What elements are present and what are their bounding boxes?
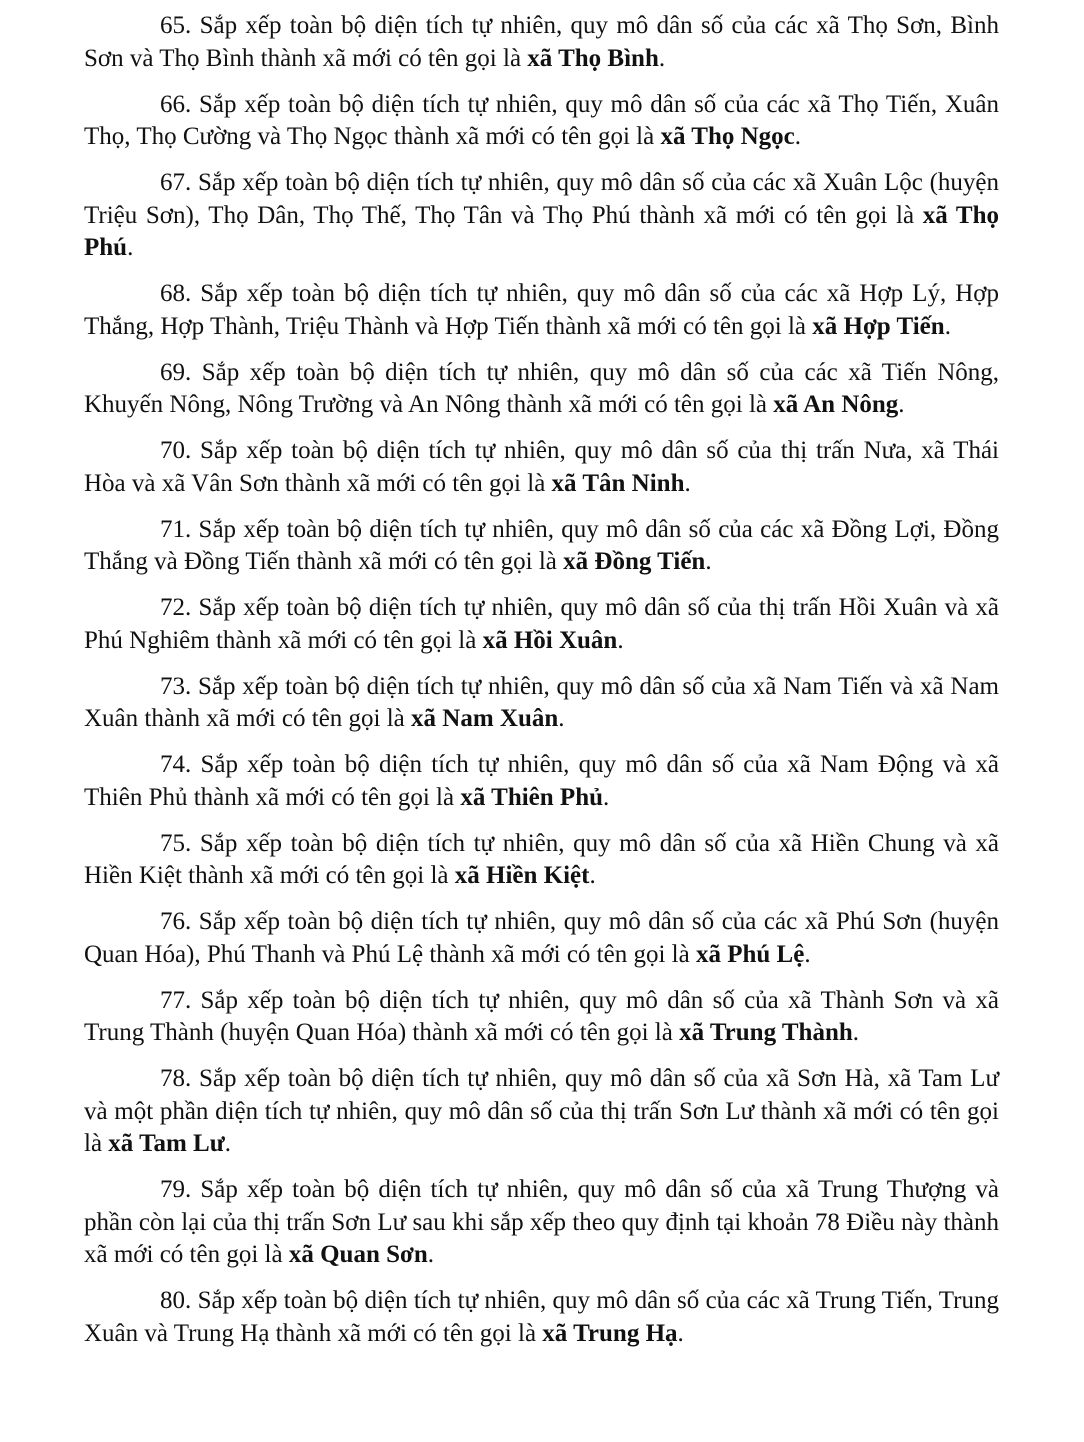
paragraph-75: 75. Sắp xếp toàn bộ diện tích tự nhiên, quy mô dân số của xã Hiền Chung và xã Hiền Kiệt thành xã mới có tên gọi là xã Hiền Kiệt. <box>84 829 999 889</box>
paragraph-80: 80. Sắp xếp toàn bộ diện tích tự nhiên, quy mô dân số của các xã Trung Tiến, Trung Xuân và Trung Hạ thành xã mới có tên gọi là xã Trung Hạ. <box>84 1287 999 1347</box>
paragraph-text: 72. Sắp xếp toàn bộ diện tích tự nhiên, quy mô dân số của thị trấn Hồi Xuân và xã Phú Nghiêm thành xã mới có tên gọi là <box>84 594 999 654</box>
commune-name: xã Hiền Kiệt <box>454 862 590 889</box>
paragraph-text: 80. Sắp xếp toàn bộ diện tích tự nhiên, quy mô dân số của các xã Trung Tiến, Trung Xuân và Trung Hạ thành xã mới có tên gọi là <box>84 1287 999 1347</box>
paragraph-78: 78. Sắp xếp toàn bộ diện tích tự nhiên, quy mô dân số của xã Sơn Hà, xã Tam Lư và một phần diện tích tự nhiên, quy mô dân số của thị trấn Sơn Lư thành xã mới có tên gọi là xã Tam Lư. <box>84 1065 999 1157</box>
paragraph-text: 78. Sắp xếp toàn bộ diện tích tự nhiên, quy mô dân số của xã Sơn Hà, xã Tam Lư và một phần diện tích tự nhiên, quy mô dân số của thị trấn Sơn Lư thành xã mới có tên gọi là <box>84 1065 999 1157</box>
paragraph-73: 73. Sắp xếp toàn bộ diện tích tự nhiên, quy mô dân số của xã Nam Tiến và xã Nam Xuân thành xã mới có tên gọi là xã Nam Xuân. <box>84 672 999 732</box>
commune-name: xã Quan Sơn <box>288 1241 428 1268</box>
paragraph-text: 70. Sắp xếp toàn bộ diện tích tự nhiên, quy mô dân số của thị trấn Nưa, xã Thái Hòa và xã Vân Sơn thành xã mới có tên gọi là <box>84 437 999 497</box>
paragraph-text: 67. Sắp xếp toàn bộ diện tích tự nhiên, quy mô dân số của các xã Xuân Lộc (huyện Triệu Sơn), Thọ Dân, Thọ Thế, Thọ Tân và Thọ Phú thành xã mới có tên gọi là <box>84 169 999 229</box>
commune-name: xã Hồi Xuân <box>482 626 618 654</box>
paragraph-67: 67. Sắp xếp toàn bộ diện tích tự nhiên, quy mô dân số của các xã Xuân Lộc (huyện Triệu Sơn), Thọ Dân, Thọ Thế, Thọ Tân và Thọ Phú thành xã mới có tên gọi là xã Thọ Phú. <box>84 169 999 261</box>
paragraph-text: 71. Sắp xếp toàn bộ diện tích tự nhiên, quy mô dân số của các xã Đồng Lợi, Đồng Thắng và Đồng Tiến thành xã mới có tên gọi là <box>84 515 999 575</box>
paragraph-71: 71. Sắp xếp toàn bộ diện tích tự nhiên, quy mô dân số của các xã Đồng Lợi, Đồng Thắng và Đồng Tiến thành xã mới có tên gọi là xã Đồng Tiến. <box>84 515 999 575</box>
paragraph-69: 69. Sắp xếp toàn bộ diện tích tự nhiên, quy mô dân số của các xã Tiến Nông, Khuyến Nông, Nông Trường và An Nông thành xã mới có tên gọi là xã An Nông. <box>84 358 999 418</box>
paragraph-text: 73. Sắp xếp toàn bộ diện tích tự nhiên, quy mô dân số của xã Nam Tiến và xã Nam Xuân thành xã mới có tên gọi là <box>84 672 999 732</box>
paragraph-79: 79. Sắp xếp toàn bộ diện tích tự nhiên, quy mô dân số của xã Trung Thượng và phần còn lại của thị trấn Sơn Lư sau khi sắp xếp theo quy định tại khoản 78 Điều này thành xã mới có tên gọi là xã Quan Sơn. <box>84 1176 999 1268</box>
paragraph-70: 70. Sắp xếp toàn bộ diện tích tự nhiên, quy mô dân số của thị trấn Nưa, xã Thái Hòa và xã Vân Sơn thành xã mới có tên gọi là xã Tân Ninh. <box>84 437 999 497</box>
paragraph-77: 77. Sắp xếp toàn bộ diện tích tự nhiên, quy mô dân số của xã Thành Sơn và xã Trung Thành (huyện Quan Hóa) thành xã mới có tên gọi là xã Trung Thành. <box>84 986 999 1046</box>
paragraph-68: 68. Sắp xếp toàn bộ diện tích tự nhiên, quy mô dân số của các xã Hợp Lý, Hợp Thắng, Hợp Thành, Triệu Thành và Hợp Tiến thành xã mới có tên gọi là xã Hợp Tiến. <box>84 280 999 340</box>
commune-name: xã Thọ Bình <box>527 44 659 72</box>
commune-name: xã Thọ Ngọc <box>660 123 795 150</box>
document-page <box>84 10 999 1364</box>
paragraph-74: 74. Sắp xếp toàn bộ diện tích tự nhiên, quy mô dân số của xã Nam Động và xã Thiên Phủ thành xã mới có tên gọi là xã Thiên Phủ. <box>84 751 999 811</box>
commune-name: xã Thiên Phủ <box>460 783 603 811</box>
paragraph-text: 79. Sắp xếp toàn bộ diện tích tự nhiên, quy mô dân số của xã Trung Thượng và phần còn lại của thị trấn Sơn Lư sau khi sắp xếp theo quy định tại khoản 78 Điều này thành xã mới có tên gọi là <box>84 1176 999 1268</box>
commune-name: xã An Nông <box>773 391 899 418</box>
paragraph-text: 76. Sắp xếp toàn bộ diện tích tự nhiên, quy mô dân số của các xã Phú Sơn (huyện Quan Hóa), Phú Thanh và Phú Lệ thành xã mới có tên gọi là <box>84 908 999 968</box>
commune-name: xã Tam Lư <box>108 1130 225 1157</box>
paragraph-text: 66. Sắp xếp toàn bộ diện tích tự nhiên, quy mô dân số của các xã Thọ Tiến, Xuân Thọ, Thọ Cường và Thọ Ngọc thành xã mới có tên gọi là <box>84 90 999 150</box>
paragraph-text: 68. Sắp xếp toàn bộ diện tích tự nhiên, quy mô dân số của các xã Hợp Lý, Hợp Thắng, Hợp Thành, Triệu Thành và Hợp Tiến thành xã mới có tên gọi là <box>84 280 999 340</box>
paragraph-text: 77. Sắp xếp toàn bộ diện tích tự nhiên, quy mô dân số của xã Thành Sơn và xã Trung Thành (huyện Quan Hóa) thành xã mới có tên gọi là <box>84 986 999 1046</box>
commune-name: xã Trung Hạ <box>542 1319 678 1347</box>
commune-name: xã Đồng Tiến <box>563 548 706 575</box>
paragraph-text: 65. Sắp xếp toàn bộ diện tích tự nhiên, quy mô dân số của các xã Thọ Sơn, Bình Sơn và Thọ Bình thành xã mới có tên gọi là <box>84 12 999 72</box>
commune-name: xã Thọ Phú <box>84 201 999 261</box>
commune-name: xã Hợp Tiến <box>812 312 945 340</box>
paragraph-text: 74. Sắp xếp toàn bộ diện tích tự nhiên, quy mô dân số của xã Nam Động và xã Thiên Phủ thành xã mới có tên gọi là <box>84 751 999 811</box>
commune-name: xã Tân Ninh <box>551 469 685 497</box>
commune-name: xã Trung Thành <box>679 1019 853 1046</box>
paragraph-text: 69. Sắp xếp toàn bộ diện tích tự nhiên, quy mô dân số của các xã Tiến Nông, Khuyến Nông, Nông Trường và An Nông thành xã mới có tên gọi là <box>84 358 999 418</box>
paragraph-text: 75. Sắp xếp toàn bộ diện tích tự nhiên, quy mô dân số của xã Hiền Chung và xã Hiền Kiệt thành xã mới có tên gọi là <box>84 829 999 889</box>
commune-name: xã Phú Lệ <box>695 940 805 968</box>
paragraph-72: 72. Sắp xếp toàn bộ diện tích tự nhiên, quy mô dân số của thị trấn Hồi Xuân và xã Phú Nghiêm thành xã mới có tên gọi là xã Hồi Xuân. <box>84 594 999 654</box>
paragraph-76: 76. Sắp xếp toàn bộ diện tích tự nhiên, quy mô dân số của các xã Phú Sơn (huyện Quan Hóa), Phú Thanh và Phú Lệ thành xã mới có tên gọi là xã Phú Lệ. <box>84 908 999 968</box>
paragraph-66: 66. Sắp xếp toàn bộ diện tích tự nhiên, quy mô dân số của các xã Thọ Tiến, Xuân Thọ, Thọ Cường và Thọ Ngọc thành xã mới có tên gọi là xã Thọ Ngọc. <box>84 90 999 150</box>
commune-name: xã Nam Xuân <box>411 705 559 732</box>
paragraph-65: 65. Sắp xếp toàn bộ diện tích tự nhiên, quy mô dân số của các xã Thọ Sơn, Bình Sơn và Thọ Bình thành xã mới có tên gọi là xã Thọ Bình. <box>84 12 999 72</box>
